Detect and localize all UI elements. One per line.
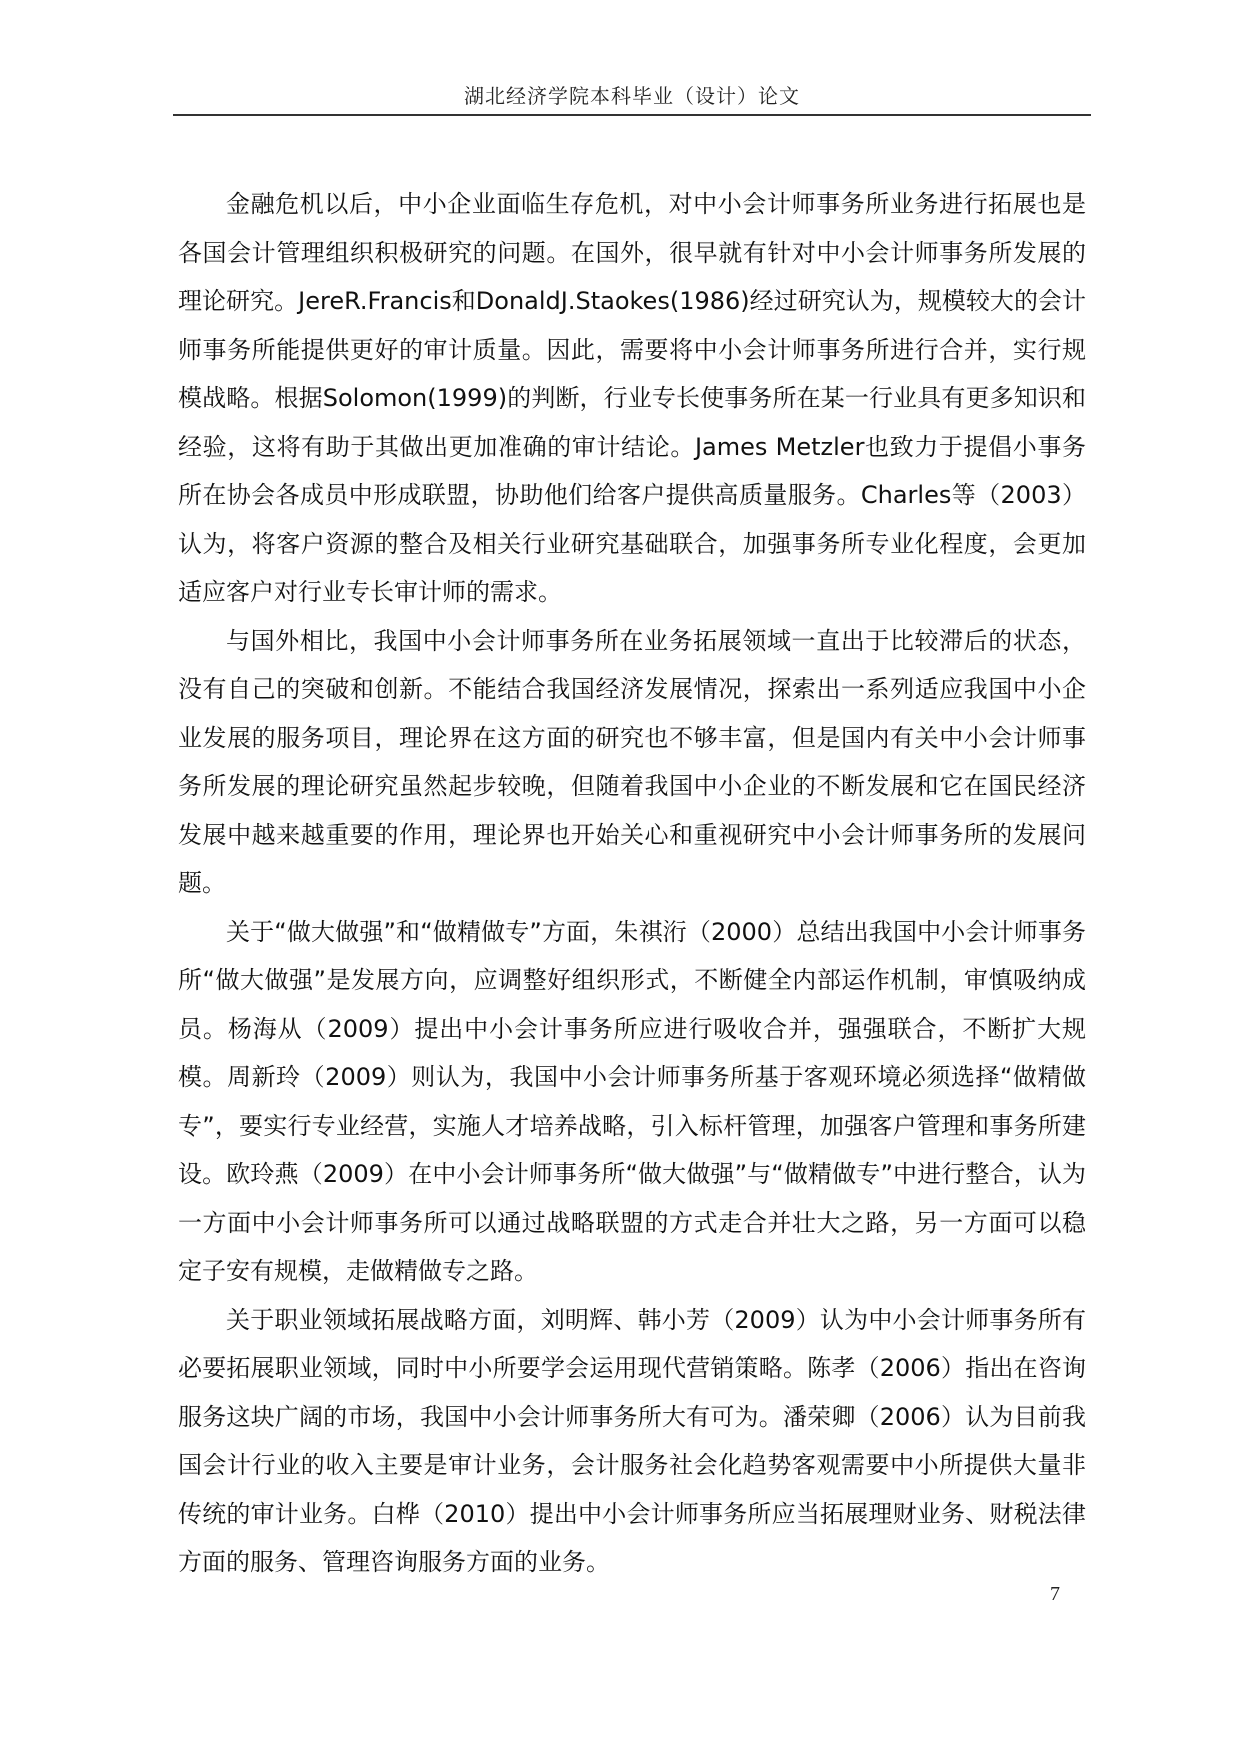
header-rule [173,114,1091,116]
paragraph-professional-expansion: 关于职业领域拓展战略方面，刘明辉、韩小芳（2009）认为中小会计师事务所有必要拓展职业领域，同时中小所要学会运用现代营销策略。陈孝（2006）指出在咨询服务这块广阔的市场，我国中小会计师事务所大有可为。潘荣卿（2006）认为目前我国会计行业的收入主要是审计业务，会计服务社会化趋势客观需要中小所提供大量非传统的审计业务。白桦（2010）提出中小会计师事务所应当拓展理财业务、财税法律方面的服务、管理咨询服务方面的业务。 [178,1305,1086,1576]
page-number: 7 [1050,1583,1060,1605]
document-body [178,180,1086,1587]
running-header: 湖北经济学院本科毕业（设计）论文 [464,84,800,108]
paragraph-scale-and-specialization: 关于“做大做强”和“做精做专”方面，朱祺洐（2000）总结出我国中小会计师事务所“做大做强”是发展方向，应调整好组织形式，不断健全内部运作机制，审慎吸纳成员。杨海从（2009）提出中小会计事务所应进行吸收合并，强强联合，不断扩大规模。周新玲（2009）则认为，我国中小会计师事务所基于客观环境必须选择“做精做专”，要实行专业经营，实施人才培养战略，引入标杆管理，加强客户管理和事务所建设。欧玲燕（2009）在中小会计师事务所“做大做强”与“做精做专”中进行整合，认为一方面中小会计师事务所可以通过战略联盟的方式走合并壮大之路，另一方面可以稳定子安有规模，走做精做专之路。 [178,917,1086,1285]
paragraph-foreign-research: 金融危机以后，中小企业面临生存危机，对中小会计师事务所业务进行拓展也是各国会计管理组织积极研究的问题。在国外，很早就有针对中小会计师事务所发展的理论研究。JereR.Francis和DonaldJ.Staokes(1986)经过研究认为，规模较大的会计师事务所能提供更好的审计质量。因此，需要将中小会计师事务所进行合并，实行规模战略。根据Solomon(1999)的判断，行业专长使事务所在某一行业具有更多知识和经验，这将有助于其做出更加准确的审计结论。James Metzler也致力于提倡小事务所在协会各成员中形成联盟，协助他们给客户提供高质量服务。Charles等（2003）认为，将客户资源的整合及相关行业研究基础联合，加强事务所专业化程度，会更加适应客户对行业专长审计师的需求。 [178,190,1086,606]
paragraph-domestic-comparison: 与国外相比，我国中小会计师事务所在业务拓展领域一直出于比较滞后的状态，没有自己的突破和创新。不能结合我国经济发展情况，探索出一系列适应我国中小企业发展的服务项目，理论界在这方面的研究也不够丰富，但是国内有关中小会计师事务所发展的理论研究虽然起步较晚，但随着我国中小企业的不断发展和它在国民经济发展中越来越重要的作用，理论界也开始关心和重视研究中小会计师事务所的发展问题。 [178,626,1086,897]
